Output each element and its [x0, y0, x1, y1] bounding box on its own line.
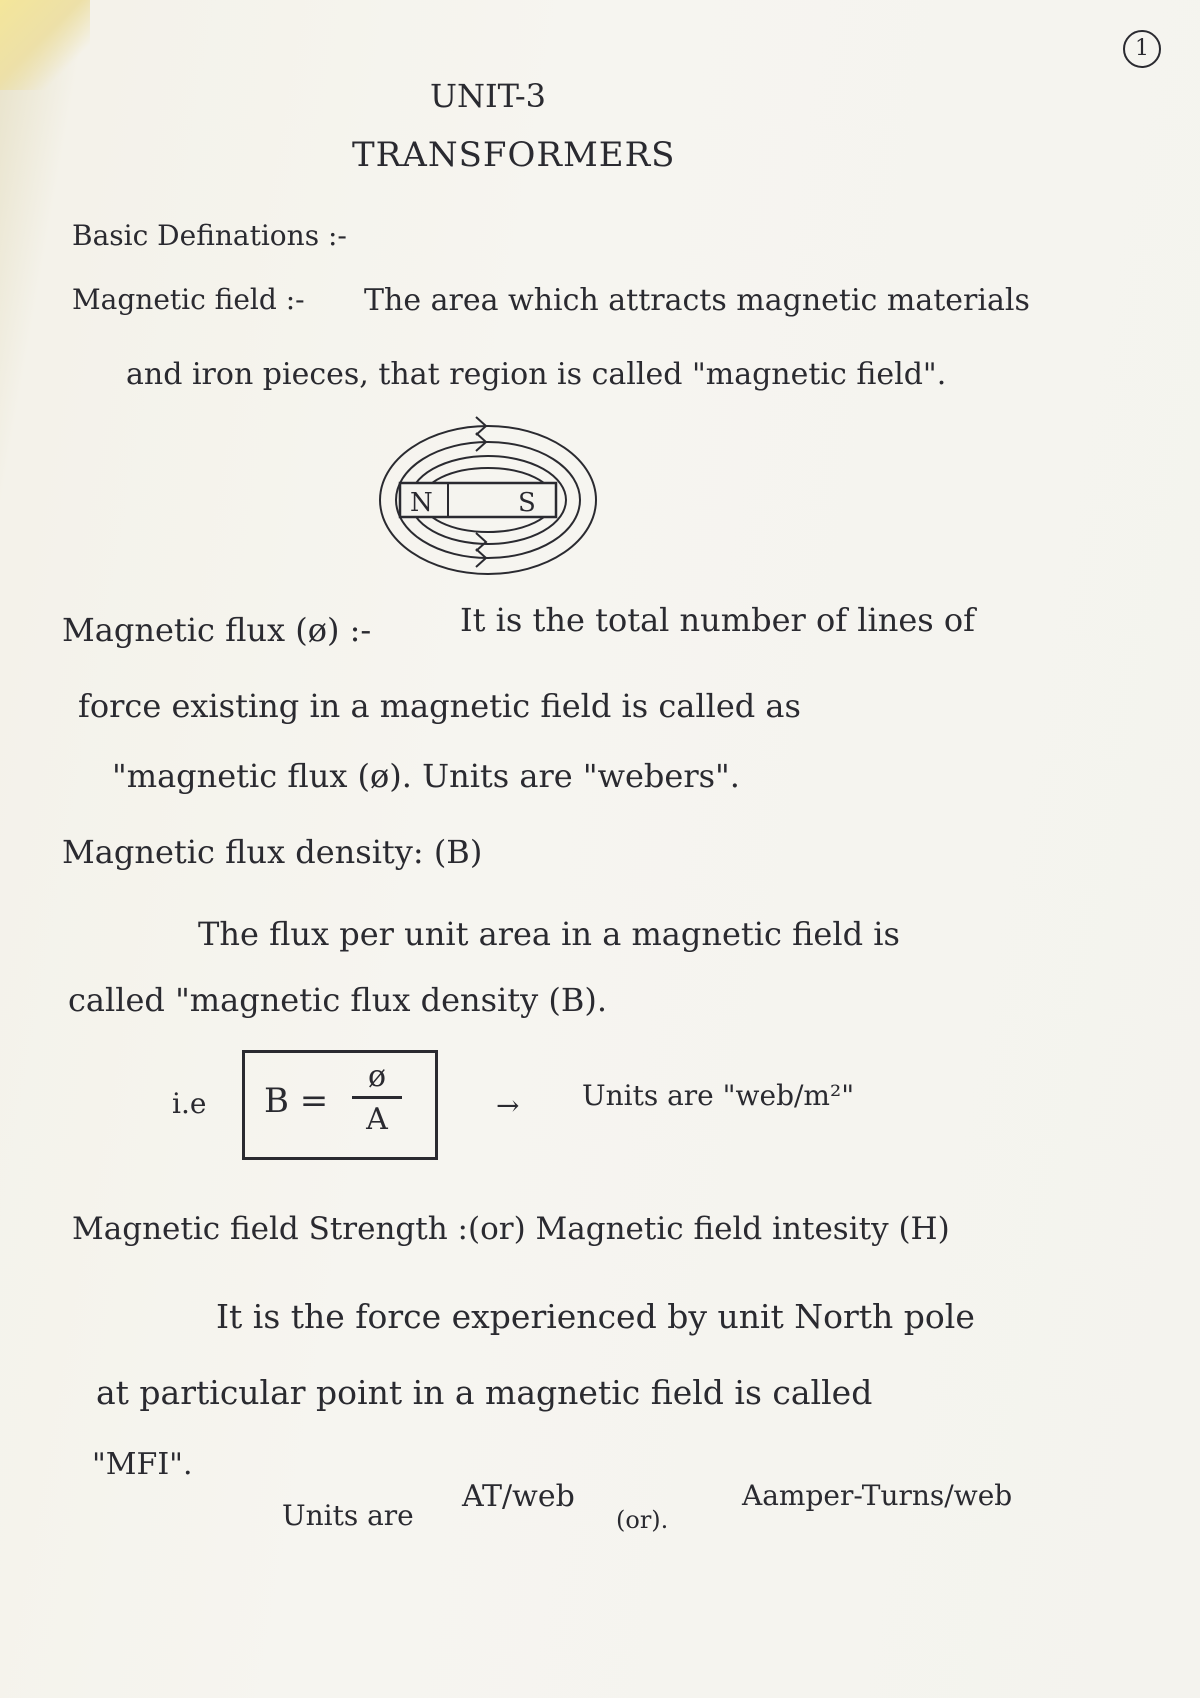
- field-strength-line-3: "MFI".: [92, 1447, 193, 1482]
- field-strength-line-1: It is the force experienced by unit North pole: [216, 1297, 975, 1336]
- formula-denominator: A: [366, 1102, 388, 1137]
- page-title: TRANSFORMERS: [352, 135, 676, 175]
- page-corner-shadow: [0, 0, 90, 90]
- north-pole-label: N: [410, 488, 433, 518]
- flux-density-line-1: The flux per unit area in a magnetic field is: [198, 915, 900, 953]
- unit-heading: UNIT-3: [430, 77, 546, 115]
- magnetic-field-line-1: The area which attracts magnetic materials: [364, 283, 1030, 318]
- field-strength-unit-1: AT/web: [462, 1479, 575, 1514]
- south-pole-label: S: [518, 488, 536, 518]
- field-strength-unit-2: Aamper-Turns/web: [742, 1479, 1013, 1512]
- magnetic-field-line-2: and iron pieces, that region is called "magnetic field".: [126, 357, 947, 392]
- magnetic-flux-line-1: It is the total number of lines of: [460, 601, 975, 639]
- magnetic-flux-heading: Magnetic flux (ø) :-: [62, 611, 372, 649]
- field-strength-units-prefix: Units are: [282, 1499, 414, 1532]
- basic-definitions-heading: Basic Definations :-: [72, 219, 347, 252]
- arrow-icon: →: [496, 1089, 520, 1122]
- magnetic-flux-line-2: force existing in a magnetic field is called as: [78, 687, 801, 725]
- flux-density-heading: Magnetic flux density: (B): [62, 833, 483, 871]
- page-number: 1: [1123, 30, 1161, 68]
- formula-fraction: [352, 1059, 402, 1137]
- or-label: (or).: [616, 1506, 669, 1534]
- magnetic-field-heading: Magnetic field :-: [72, 283, 305, 316]
- flux-density-line-2: called "magnetic flux density (B).: [68, 981, 608, 1019]
- fraction-bar: [352, 1096, 402, 1099]
- formula-numerator: ø: [367, 1059, 387, 1094]
- field-strength-line-2: at particular point in a magnetic field is called: [96, 1373, 873, 1412]
- field-strength-heading: Magnetic field Strength :(or) Magnetic field intesity (H): [72, 1211, 950, 1247]
- ie-label: i.e: [172, 1087, 207, 1120]
- magnetic-flux-line-3: "magnetic flux (ø). Units are "webers".: [112, 757, 740, 795]
- flux-density-units: Units are "web/m²": [582, 1079, 855, 1112]
- formula-lhs: B =: [264, 1081, 329, 1121]
